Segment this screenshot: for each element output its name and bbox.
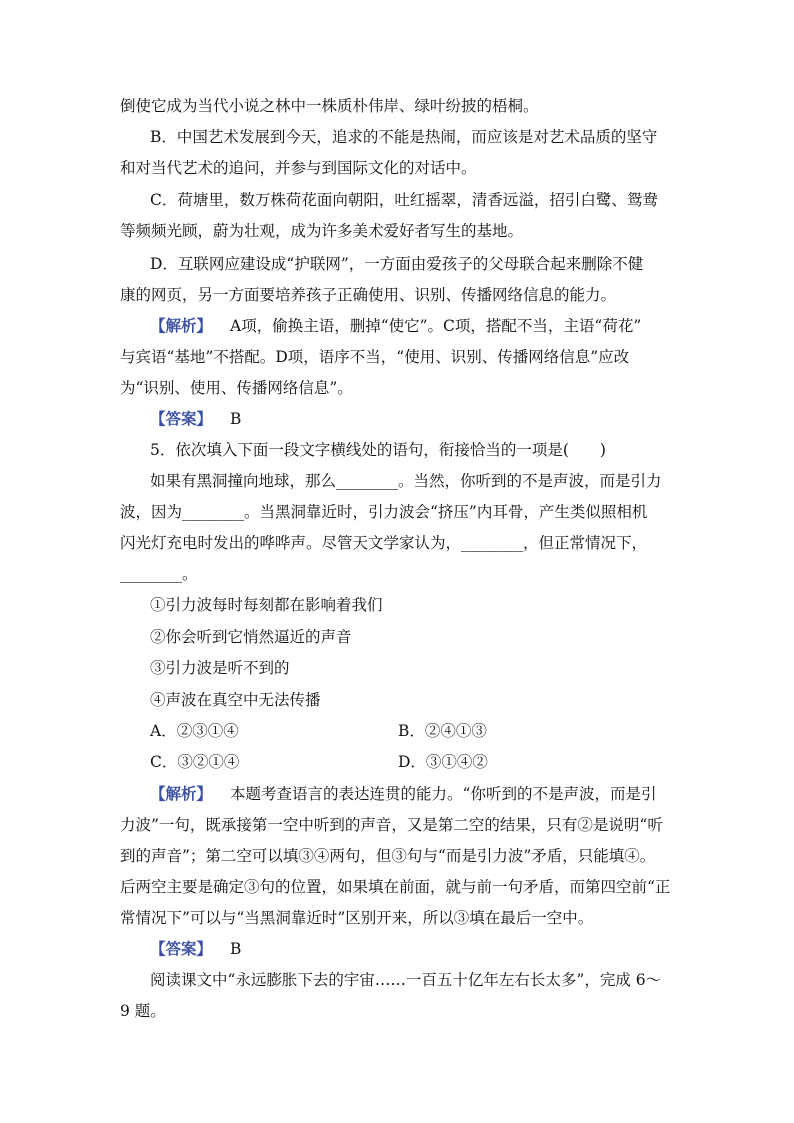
options-row-1 [0,721,794,743]
analysis-tag: 【解析】 [150,316,213,335]
passage-line-3: 闪光灯充电时发出的哗哗声。尽管天文学家认为，________，但正常情况下， [120,534,648,552]
answer-5 [150,939,680,961]
reading-instruction-line-1: 阅读课文中“永远膨胀下去的宇宙……一百五十亿年左右长太多”，完成 6～ [150,971,662,989]
option-a-continuation: 倒使它成为当代小说之林中一株质朴伟岸、绿叶纷披的梧桐。 [120,97,539,115]
reading-instruction-line-2: 9 题。 [120,1002,166,1020]
options-row-2 [0,752,794,774]
analysis-4-line-1 [150,316,680,338]
passage-line-4: ________。 [120,565,198,583]
analysis-4-line-2: 与宾语“基地”不搭配。D项，语序不当，“使用、识别、传播网络信息”应改 [120,348,630,366]
answer-tag: 【答案】 [150,409,213,428]
option-b: B．②④①③ [398,722,487,740]
item-4: ④声波在真空中无法传播 [150,691,321,709]
option-a: A．②③①④ [150,722,239,740]
option-c-line-1: C．荷塘里，数万株荷花面向朝阳，吐红摇翠，清香远溢，招引白鹭、鸳鸯 [150,191,658,209]
answer-5-value: B [230,940,242,958]
item-2: ②你会听到它悄然逼近的声音 [150,628,352,646]
option-b-line-1: B．中国艺术发展到今天，追求的不能是热闹，而应该是对艺术品质的坚守 [150,128,658,146]
option-c-line-2: 等频频光顾，蔚为壮观，成为许多美术爱好者写生的基地。 [120,222,524,240]
answer-4-value: B [230,410,242,428]
item-1: ①引力波每时每刻都在影响着我们 [150,596,383,614]
option-d: D．③①④② [398,753,488,771]
option-c: C．③②①④ [150,753,240,771]
question-5-stem: 5．依次填入下面一段文字横线处的语句，衔接恰当的一项是( ) [150,441,606,459]
analysis-4-line-3: 为“识别、使用、传播网络信息”。 [120,379,353,397]
answer-4 [150,409,680,431]
analysis-5-line-1 [150,784,680,806]
option-b-line-2: 和对当代艺术的追问，并参与到国际文化的对话中。 [120,159,477,177]
option-d-line-1: D．互联网应建设成“护联网”，一方面由爱孩子的父母联合起来删除不健 [150,255,644,273]
passage-line-1: 如果有黑洞撞向地球，那么________。当然，你听到的不是声波，而是引力 [150,472,662,490]
item-3: ③引力波是听不到的 [150,659,290,677]
passage-line-2: 波，因为________。当黑洞靠近时，引力波会“挤压”内耳骨，产生类似照相机 [120,503,648,521]
analysis-5-line-4: 后两空主要是确定③句的位置，如果填在前面，就与前一句矛盾，而第四空前“正 [120,878,671,896]
analysis-4-text-1: A项，偷换主语，删掉“使它”。C项，搭配不当，主语“荷花” [230,317,642,335]
answer-tag: 【答案】 [150,939,213,958]
analysis-5-line-3: 到的声音”；第二空可以填③④两句，但③句与“而是引力波”矛盾，只能填④。 [120,847,656,865]
analysis-5-line-5: 常情况下”可以与“当黑洞靠近时”区别开来，所以③填在最后一空中。 [120,909,594,927]
analysis-tag: 【解析】 [150,784,213,803]
option-d-line-2: 康的网页，另一方面要培养孩子正确使用、识别、传播网络信息的能力。 [120,286,617,304]
analysis-5-line-2: 力波”一句，既承接第一空中听到的声音，又是第二空的结果，只有②是说明“听 [120,816,663,834]
analysis-5-text-1: 本题考查语言的表达连贯的能力。“你听到的不是声波，而是引 [230,785,657,803]
